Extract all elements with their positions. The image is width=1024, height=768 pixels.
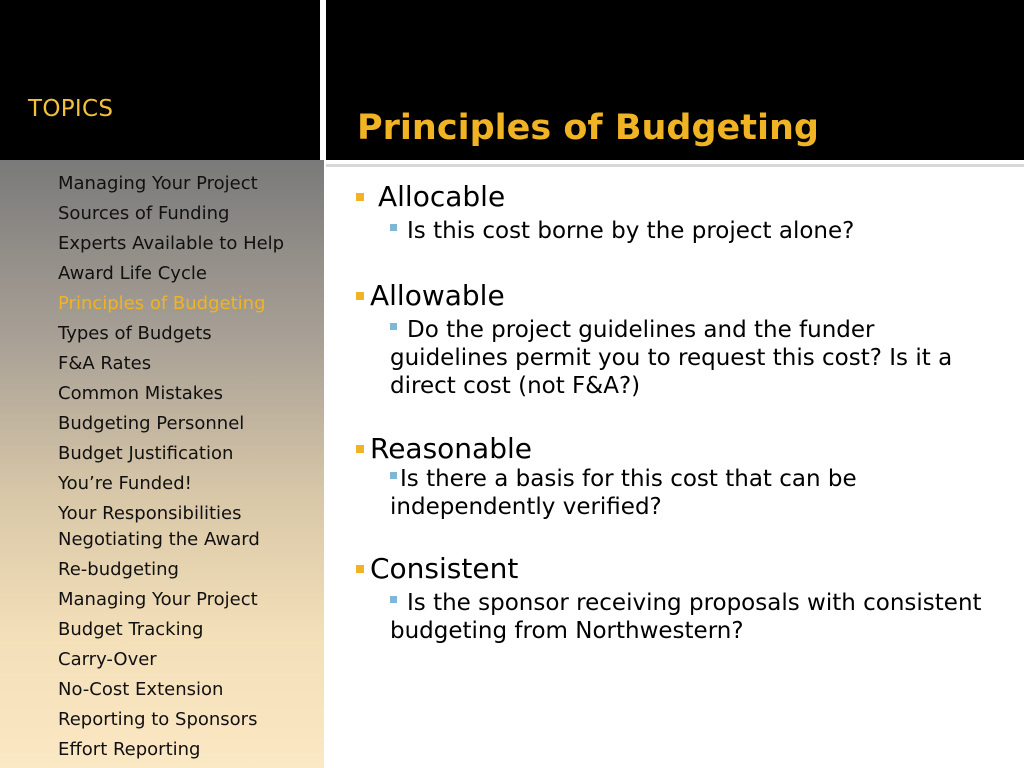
topics-heading: TOPICS <box>28 96 114 122</box>
square-bullet-icon <box>390 596 397 603</box>
square-bullet-icon <box>356 445 364 453</box>
topic-item[interactable]: Experts Available to Help <box>58 233 285 254</box>
principle-detail-text: Is this cost borne by the project alone? <box>407 218 855 244</box>
topic-item[interactable]: No-Cost Extension <box>58 679 224 700</box>
topic-item[interactable]: Reporting to Sponsors <box>58 709 258 730</box>
principle-detail-text: Is there a basis for this cost that can be independently verified? <box>390 466 857 520</box>
principle-detail <box>390 589 996 645</box>
slide-title: Principles of Budgeting <box>357 108 819 148</box>
topic-item[interactable]: Types of Budgets <box>58 323 212 344</box>
principle-heading <box>356 279 996 312</box>
topic-item[interactable]: Re-budgeting <box>58 559 179 580</box>
principle-heading-text: Allocable <box>378 180 506 213</box>
topic-item[interactable]: Budgeting Personnel <box>58 413 245 434</box>
square-bullet-icon <box>390 224 397 231</box>
topics-header-panel <box>0 0 320 160</box>
topic-item[interactable]: Budget Justification <box>58 443 234 464</box>
principle-detail-text: Is the sponsor receiving proposals with consistent budgeting from Northwestern? <box>390 590 982 644</box>
principle-heading-text: Consistent <box>370 552 519 585</box>
topic-item[interactable]: Effort Reporting <box>58 739 201 760</box>
principle-consistent <box>356 552 996 645</box>
topic-item[interactable]: You’re Funded! <box>58 473 192 494</box>
topic-item[interactable]: Managing Your Project <box>58 589 258 610</box>
principle-allocable <box>356 180 996 245</box>
topics-sidebar <box>0 160 324 768</box>
topic-item[interactable]: Budget Tracking <box>58 619 204 640</box>
principle-detail-text: Do the project guidelines and the funder guidelines permit you to request this cost? Is it a direct cost (not F&A?) <box>390 317 953 399</box>
topic-item[interactable]: Managing Your Project <box>58 173 258 194</box>
principle-reasonable <box>356 432 996 521</box>
topic-item[interactable]: Carry-Over <box>58 649 157 670</box>
topic-item-active[interactable]: Principles of Budgeting <box>58 293 266 314</box>
principle-heading <box>356 180 996 213</box>
square-bullet-icon <box>356 193 364 201</box>
principle-heading <box>356 552 996 585</box>
topics-list <box>58 170 284 766</box>
square-bullet-icon <box>356 565 364 573</box>
topic-item[interactable]: Sources of Funding <box>58 203 230 224</box>
topic-item[interactable]: Your Responsibilities <box>58 503 242 524</box>
principle-heading-text: Allowable <box>370 279 505 312</box>
principle-detail <box>390 217 996 245</box>
topic-item[interactable]: Award Life Cycle <box>58 263 207 284</box>
title-rule <box>326 164 1024 167</box>
topic-item[interactable]: Negotiating the Award <box>58 529 260 550</box>
square-bullet-icon <box>390 472 397 479</box>
topic-item[interactable]: Common Mistakes <box>58 383 224 404</box>
principle-detail <box>390 465 996 521</box>
topic-item[interactable]: F&A Rates <box>58 353 152 374</box>
principle-detail <box>390 316 996 400</box>
principle-heading-text: Reasonable <box>370 432 532 465</box>
principle-allowable <box>356 279 996 400</box>
square-bullet-icon <box>390 323 397 330</box>
principle-heading <box>356 432 996 465</box>
square-bullet-icon <box>356 292 364 300</box>
